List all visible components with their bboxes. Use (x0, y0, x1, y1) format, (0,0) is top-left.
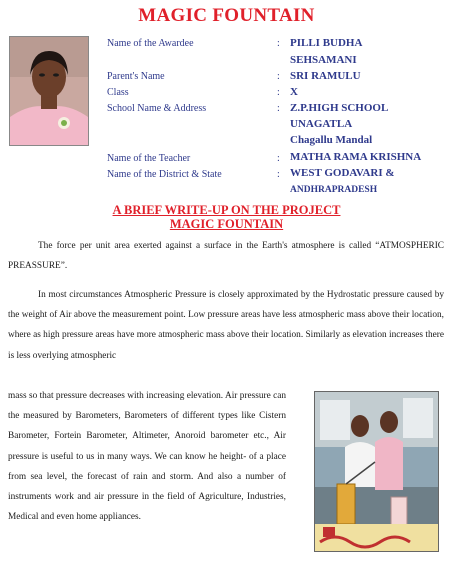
paragraph-3 (8, 386, 286, 527)
class-label: Class (107, 87, 129, 98)
page-title: MAGIC FOUNTAIN (138, 5, 315, 26)
awardee-photo (9, 36, 89, 146)
school-label: School Name & Address (107, 103, 207, 114)
paragraph-3-text: mass so that pressure decreases with increasing elevation. Air pressure can the measured by Barometers, Barometers of different types like Cistern Barometer, Fortein Barometer, Altimeter, Anoroid barometer etc., Air pressure is useful to us in many ways. We can know he height- of a place from sea level, the forecast of rain and storm. And also a number of instruments work and air pressure in the field of Agriculture, Industries, Medical and even home appliances. (8, 391, 286, 523)
class-value: X (290, 86, 298, 98)
district-value-line2: ANDHRAPRADESH (290, 185, 378, 195)
writeup-heading-line1: A BRIEF WRITE-UP ON THE PROJECT (112, 203, 341, 217)
project-photo (314, 391, 439, 552)
paragraph-1-text: The force per unit area exerted against a surface in the Earth's atmosphere is called “ATMOSPHERIC PREASSURE”. (8, 241, 444, 272)
paragraph-1 (8, 236, 444, 276)
parent-name-value: SRI RAMULU (290, 70, 361, 82)
school-value-line3: Chagallu Mandal (290, 134, 373, 146)
school-value: Z.P.HIGH SCHOOL (290, 102, 389, 114)
writeup-heading-line2: MAGIC FOUNTAIN (169, 217, 284, 231)
paragraph-2 (8, 285, 444, 366)
awardee-name-value: PILLI BUDHA (290, 37, 363, 49)
district-label: Name of the District & State (107, 169, 222, 180)
district-value: WEST GODAVARI & (290, 167, 395, 179)
writeup-heading (0, 203, 453, 231)
paragraph-2-text: In most circumstances Atmospheric Pressure is closely approximated by the Hydrostatic pressure caused by the weight of Air above the measurement point. Low pressure areas have less atmospheric mass above their location, where as high pressure areas have more atmospheric mass above their location. Similarly as elevation increases there is less overlying atmospheric (8, 290, 444, 361)
teacher-label: Name of the Teacher (107, 153, 191, 164)
awardee-name-label: Name of the Awardee (107, 38, 194, 49)
parent-name-label: Parent's Name (107, 71, 165, 82)
school-value-line2: UNAGATLA (290, 118, 353, 130)
awardee-name-value-cont: SEHSAMANI (290, 54, 357, 66)
teacher-value: MATHA RAMA KRISHNA (290, 151, 422, 163)
